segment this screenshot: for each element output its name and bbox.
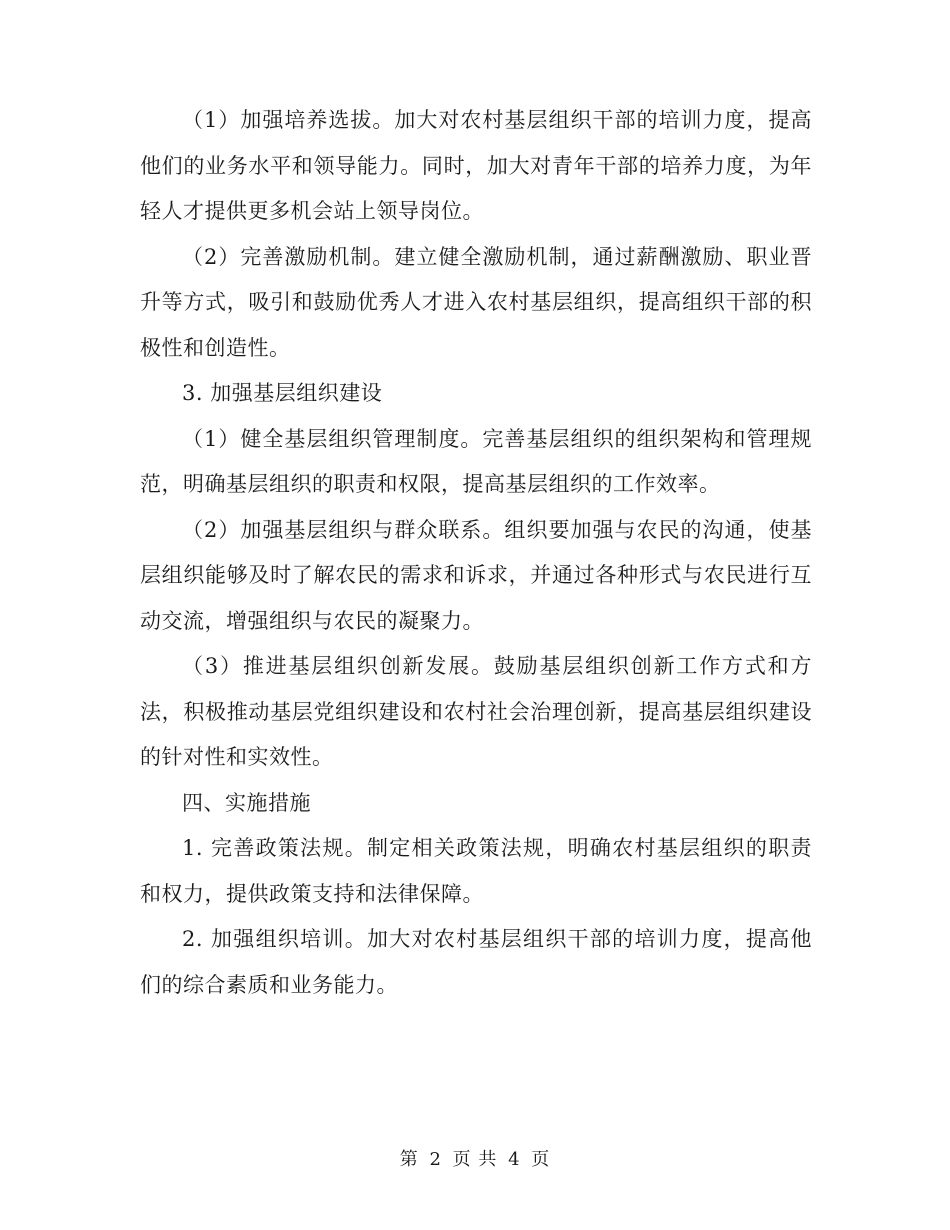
section-heading-grassroots-construction: 3. 加强基层组织建设 xyxy=(182,381,383,405)
page-footer xyxy=(0,1146,950,1174)
footer-total-pages: 4 xyxy=(508,1149,521,1170)
document-body xyxy=(140,98,812,1008)
footer-prefix: 第 xyxy=(399,1149,419,1170)
paragraph-management-system: （1）健全基层组织管理制度。完善基层组织的组织架构和管理规范，明确基层组织的职责和权限，提高基层组织的工作效率。 xyxy=(140,426,812,496)
footer-current-page: 2 xyxy=(429,1149,442,1170)
paragraph-public-connection: （2）加强基层组织与群众联系。组织要加强与农民的沟通，使基层组织能够及时了解农民的需求和诉求，并通过各种形式与农民进行互动交流，增强组织与农民的凝聚力。 xyxy=(140,517,812,633)
footer-suffix: 页 xyxy=(531,1149,551,1170)
footer-middle: 页 共 xyxy=(452,1149,498,1170)
paragraph-training-selection: （1）加强培养选拔。加大对农村基层组织干部的培训力度，提高他们的业务水平和领导能力。同时，加大对青年干部的培养力度，为年轻人才提供更多机会站上领导岗位。 xyxy=(140,108,812,223)
section-heading-implementation: 四、实施措施 xyxy=(182,790,311,815)
paragraph-incentive-mechanism: （2）完善激励机制。建立健全激励机制，通过薪酬激励、职业晋升等方式，吸引和鼓励优秀人才进入农村基层组织，提高组织干部的积极性和创造性。 xyxy=(140,244,812,360)
paragraph-policy-regulations: 1. 完善政策法规。制定相关政策法规，明确农村基层组织的职责和权力，提供政策支持和法律保障。 xyxy=(140,836,812,906)
paragraph-organization-training: 2. 加强组织培训。加大对农村基层组织干部的培训力度，提高他们的综合素质和业务能力。 xyxy=(140,927,812,997)
paragraph-innovation-development: （3）推进基层组织创新发展。鼓励基层组织创新工作方式和方法，积极推动基层党组织建设和农村社会治理创新，提高基层组织建设的针对性和实效性。 xyxy=(140,654,812,769)
